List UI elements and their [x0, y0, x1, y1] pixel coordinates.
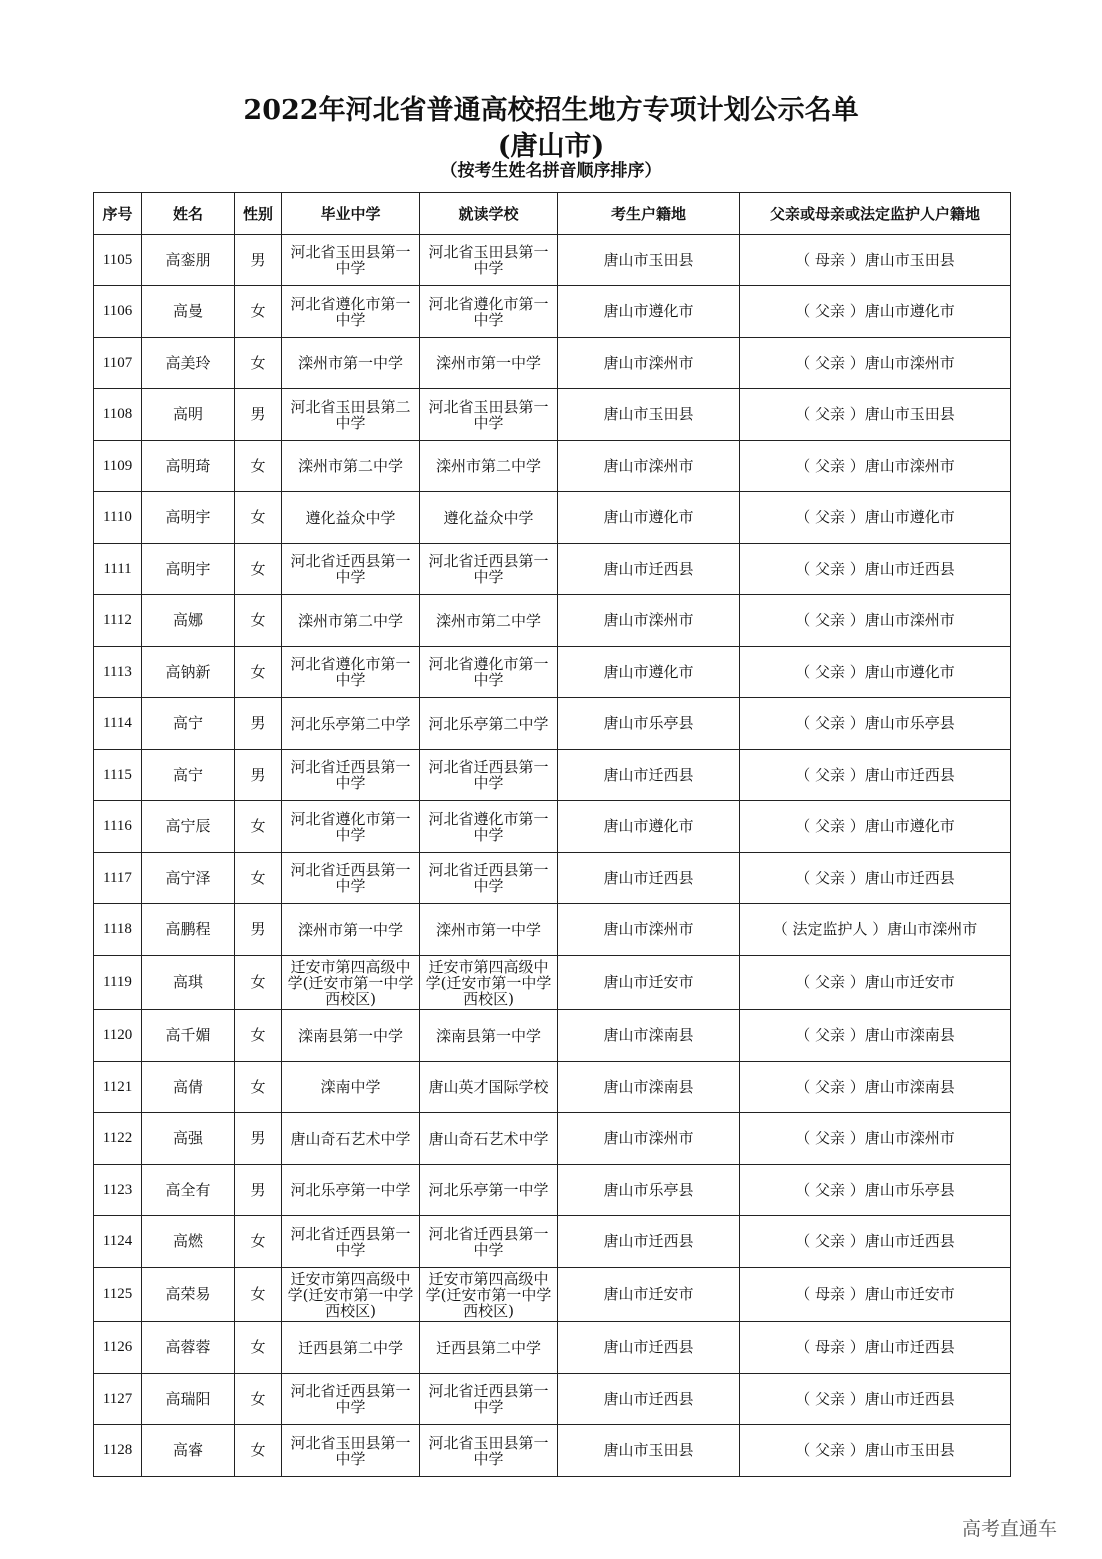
- row-name: 高明琦: [142, 441, 235, 492]
- header-gender: 性别: [235, 193, 282, 235]
- header-current-school: 就读学校: [420, 193, 558, 235]
- row-gender: 女: [235, 853, 282, 904]
- row-residence: 唐山市滦南县: [558, 1010, 740, 1062]
- row-current-school: 滦州市第一中学: [420, 338, 558, 389]
- row-guardian-residence: （ 父亲 ）唐山市遵化市: [740, 286, 1011, 338]
- table-row: [94, 1425, 1011, 1477]
- table-row: [94, 492, 1011, 544]
- row-gender: 男: [235, 750, 282, 801]
- row-current-school: 河北省玉田县第一中学: [420, 235, 558, 286]
- sort-note: （按考生姓名拼音顺序排序）: [440, 161, 662, 181]
- row-name: 高千媚: [142, 1010, 235, 1062]
- row-residence: 唐山市乐亭县: [558, 1165, 740, 1216]
- row-residence: 唐山市迁安市: [558, 956, 740, 1010]
- row-seq: 1123: [94, 1165, 142, 1216]
- row-residence: 唐山市迁西县: [558, 1322, 740, 1374]
- row-guardian-residence: （ 父亲 ）唐山市滦南县: [740, 1062, 1011, 1113]
- row-grad-school: 迁安市第四高级中学(迁安市第一中学西校区): [282, 956, 420, 1010]
- row-current-school: 迁安市第四高级中学(迁安市第一中学西校区): [420, 956, 558, 1010]
- row-grad-school: 河北省迁西县第一中学: [282, 544, 420, 595]
- row-name: 高蓉蓉: [142, 1322, 235, 1374]
- row-guardian-residence: （ 父亲 ）唐山市玉田县: [740, 389, 1011, 441]
- row-current-school: 河北省迁西县第一中学: [420, 1216, 558, 1268]
- table-row: [94, 1374, 1011, 1425]
- row-guardian-residence: （ 父亲 ）唐山市遵化市: [740, 801, 1011, 853]
- row-name: 高荣易: [142, 1268, 235, 1322]
- row-grad-school: 滦州市第二中学: [282, 595, 420, 647]
- row-residence: 唐山市乐亭县: [558, 698, 740, 750]
- row-seq: 1127: [94, 1374, 142, 1425]
- row-grad-school: 河北省遵化市第一中学: [282, 286, 420, 338]
- header-name: 姓名: [142, 193, 235, 235]
- row-gender: 女: [235, 1062, 282, 1113]
- row-seq: 1126: [94, 1322, 142, 1374]
- table-row: [94, 544, 1011, 595]
- row-current-school: 河北省迁西县第一中学: [420, 853, 558, 904]
- table-row: [94, 595, 1011, 647]
- row-residence: 唐山市滦南县: [558, 1062, 740, 1113]
- row-name: 高琪: [142, 956, 235, 1010]
- row-gender: 女: [235, 595, 282, 647]
- row-name: 高瑞阳: [142, 1374, 235, 1425]
- row-current-school: 河北乐亭第一中学: [420, 1165, 558, 1216]
- row-seq: 1122: [94, 1113, 142, 1165]
- row-guardian-residence: （ 父亲 ）唐山市滦州市: [740, 441, 1011, 492]
- row-gender: 女: [235, 1268, 282, 1322]
- row-grad-school: 河北省迁西县第一中学: [282, 750, 420, 801]
- row-grad-school: 河北省迁西县第一中学: [282, 853, 420, 904]
- row-seq: 1128: [94, 1425, 142, 1477]
- row-name: 高燃: [142, 1216, 235, 1268]
- row-grad-school: 河北省迁西县第一中学: [282, 1374, 420, 1425]
- roster-table: [93, 192, 1011, 1477]
- row-gender: 女: [235, 956, 282, 1010]
- row-grad-school: 滦南中学: [282, 1062, 420, 1113]
- row-seq: 1106: [94, 286, 142, 338]
- row-name: 高宁: [142, 750, 235, 801]
- row-gender: 男: [235, 698, 282, 750]
- row-gender: 女: [235, 441, 282, 492]
- row-name: 高銮朋: [142, 235, 235, 286]
- row-current-school: 迁安市第四高级中学(迁安市第一中学西校区): [420, 1268, 558, 1322]
- row-guardian-residence: （ 父亲 ）唐山市迁西县: [740, 853, 1011, 904]
- row-current-school: 滦州市第一中学: [420, 904, 558, 956]
- table-row: [94, 286, 1011, 338]
- row-guardian-residence: （ 母亲 ）唐山市迁西县: [740, 1322, 1011, 1374]
- row-residence: 唐山市滦州市: [558, 595, 740, 647]
- row-guardian-residence: （ 法定监护人 ）唐山市滦州市: [740, 904, 1011, 956]
- row-seq: 1119: [94, 956, 142, 1010]
- row-gender: 男: [235, 235, 282, 286]
- row-name: 高宁泽: [142, 853, 235, 904]
- row-guardian-residence: （ 父亲 ）唐山市乐亭县: [740, 1165, 1011, 1216]
- row-residence: 唐山市滦州市: [558, 1113, 740, 1165]
- row-grad-school: 河北省迁西县第一中学: [282, 1216, 420, 1268]
- row-grad-school: 滦州市第一中学: [282, 904, 420, 956]
- row-seq: 1107: [94, 338, 142, 389]
- table-row: [94, 698, 1011, 750]
- row-residence: 唐山市迁西县: [558, 544, 740, 595]
- row-grad-school: 迁安市第四高级中学(迁安市第一中学西校区): [282, 1268, 420, 1322]
- row-grad-school: 河北省遵化市第一中学: [282, 801, 420, 853]
- row-name: 高钠新: [142, 647, 235, 698]
- row-gender: 男: [235, 1113, 282, 1165]
- row-guardian-residence: （ 母亲 ）唐山市玉田县: [740, 235, 1011, 286]
- row-current-school: 唐山英才国际学校: [420, 1062, 558, 1113]
- row-guardian-residence: （ 父亲 ）唐山市迁西县: [740, 1216, 1011, 1268]
- row-residence: 唐山市玉田县: [558, 235, 740, 286]
- row-seq: 1125: [94, 1268, 142, 1322]
- header-seq: 序号: [94, 193, 142, 235]
- row-guardian-residence: （ 父亲 ）唐山市滦州市: [740, 1113, 1011, 1165]
- row-name: 高明: [142, 389, 235, 441]
- row-residence: 唐山市迁西县: [558, 853, 740, 904]
- row-seq: 1120: [94, 1010, 142, 1062]
- row-seq: 1113: [94, 647, 142, 698]
- table-row: [94, 750, 1011, 801]
- row-residence: 唐山市遵化市: [558, 492, 740, 544]
- row-name: 高倩: [142, 1062, 235, 1113]
- header-grad-school: 毕业中学: [282, 193, 420, 235]
- row-gender: 女: [235, 544, 282, 595]
- row-residence: 唐山市迁安市: [558, 1268, 740, 1322]
- row-residence: 唐山市滦州市: [558, 441, 740, 492]
- row-current-school: 河北省迁西县第一中学: [420, 1374, 558, 1425]
- row-name: 高鹏程: [142, 904, 235, 956]
- row-seq: 1114: [94, 698, 142, 750]
- row-seq: 1118: [94, 904, 142, 956]
- row-gender: 女: [235, 338, 282, 389]
- row-residence: 唐山市遵化市: [558, 647, 740, 698]
- row-residence: 唐山市玉田县: [558, 389, 740, 441]
- row-current-school: 滦州市第二中学: [420, 595, 558, 647]
- row-residence: 唐山市迁西县: [558, 750, 740, 801]
- table-row: [94, 853, 1011, 904]
- header-guardian-residence: 父亲或母亲或法定监护人户籍地: [740, 193, 1011, 235]
- row-name: 高强: [142, 1113, 235, 1165]
- table-row: [94, 801, 1011, 853]
- row-seq: 1109: [94, 441, 142, 492]
- row-seq: 1111: [94, 544, 142, 595]
- row-grad-school: 滦南县第一中学: [282, 1010, 420, 1062]
- row-grad-school: 遵化益众中学: [282, 492, 420, 544]
- row-seq: 1112: [94, 595, 142, 647]
- row-current-school: 滦州市第二中学: [420, 441, 558, 492]
- row-grad-school: 河北乐亭第二中学: [282, 698, 420, 750]
- row-seq: 1117: [94, 853, 142, 904]
- row-grad-school: 唐山奇石艺术中学: [282, 1113, 420, 1165]
- row-current-school: 河北省迁西县第一中学: [420, 544, 558, 595]
- row-name: 高宁: [142, 698, 235, 750]
- table-row: [94, 956, 1011, 1010]
- row-seq: 1121: [94, 1062, 142, 1113]
- row-residence: 唐山市迁西县: [558, 1374, 740, 1425]
- row-current-school: 滦南县第一中学: [420, 1010, 558, 1062]
- row-gender: 女: [235, 492, 282, 544]
- table-row: [94, 389, 1011, 441]
- page-title: 2022年河北省普通高校招生地方专项计划公示名单: [243, 95, 859, 126]
- table-row: [94, 1165, 1011, 1216]
- table-row: [94, 1216, 1011, 1268]
- row-residence: 唐山市遵化市: [558, 801, 740, 853]
- row-current-school: 河北乐亭第二中学: [420, 698, 558, 750]
- row-residence: 唐山市滦州市: [558, 904, 740, 956]
- page-subtitle: (唐山市): [497, 131, 605, 162]
- table-row: [94, 338, 1011, 389]
- row-guardian-residence: （ 父亲 ）唐山市遵化市: [740, 647, 1011, 698]
- row-gender: 男: [235, 389, 282, 441]
- row-name: 高宁辰: [142, 801, 235, 853]
- table-header-row: [94, 193, 1011, 235]
- row-current-school: 河北省玉田县第一中学: [420, 389, 558, 441]
- row-current-school: 迁西县第二中学: [420, 1322, 558, 1374]
- row-guardian-residence: （ 父亲 ）唐山市遵化市: [740, 492, 1011, 544]
- table-row: [94, 1268, 1011, 1322]
- row-current-school: 河北省迁西县第一中学: [420, 750, 558, 801]
- row-seq: 1108: [94, 389, 142, 441]
- row-gender: 女: [235, 1322, 282, 1374]
- row-grad-school: 河北省玉田县第二中学: [282, 389, 420, 441]
- row-grad-school: 河北乐亭第一中学: [282, 1165, 420, 1216]
- row-gender: 女: [235, 647, 282, 698]
- row-grad-school: 河北省玉田县第一中学: [282, 235, 420, 286]
- row-current-school: 河北省遵化市第一中学: [420, 286, 558, 338]
- table-row: [94, 1010, 1011, 1062]
- row-gender: 女: [235, 286, 282, 338]
- row-residence: 唐山市遵化市: [558, 286, 740, 338]
- row-gender: 女: [235, 1374, 282, 1425]
- row-residence: 唐山市迁西县: [558, 1216, 740, 1268]
- row-guardian-residence: （ 母亲 ）唐山市迁安市: [740, 1268, 1011, 1322]
- row-guardian-residence: （ 父亲 ）唐山市乐亭县: [740, 698, 1011, 750]
- row-seq: 1110: [94, 492, 142, 544]
- row-seq: 1116: [94, 801, 142, 853]
- row-grad-school: 河北省遵化市第一中学: [282, 647, 420, 698]
- row-name: 高睿: [142, 1425, 235, 1477]
- row-grad-school: 迁西县第二中学: [282, 1322, 420, 1374]
- row-grad-school: 河北省玉田县第一中学: [282, 1425, 420, 1477]
- row-gender: 女: [235, 1216, 282, 1268]
- row-name: 高娜: [142, 595, 235, 647]
- row-guardian-residence: （ 父亲 ）唐山市迁西县: [740, 1374, 1011, 1425]
- row-grad-school: 滦州市第二中学: [282, 441, 420, 492]
- row-guardian-residence: （ 父亲 ）唐山市滦州市: [740, 595, 1011, 647]
- row-name: 高曼: [142, 286, 235, 338]
- row-guardian-residence: （ 父亲 ）唐山市迁西县: [740, 544, 1011, 595]
- header-residence: 考生户籍地: [558, 193, 740, 235]
- watermark: 高考直通车: [962, 1518, 1058, 1540]
- row-guardian-residence: （ 父亲 ）唐山市迁西县: [740, 750, 1011, 801]
- row-current-school: 河北省遵化市第一中学: [420, 801, 558, 853]
- table-row: [94, 904, 1011, 956]
- table-row: [94, 1062, 1011, 1113]
- row-seq: 1124: [94, 1216, 142, 1268]
- row-residence: 唐山市滦州市: [558, 338, 740, 389]
- row-gender: 女: [235, 1010, 282, 1062]
- row-gender: 女: [235, 801, 282, 853]
- row-current-school: 河北省遵化市第一中学: [420, 647, 558, 698]
- row-current-school: 唐山奇石艺术中学: [420, 1113, 558, 1165]
- row-seq: 1105: [94, 235, 142, 286]
- row-current-school: 遵化益众中学: [420, 492, 558, 544]
- row-current-school: 河北省玉田县第一中学: [420, 1425, 558, 1477]
- row-guardian-residence: （ 父亲 ）唐山市滦南县: [740, 1010, 1011, 1062]
- row-grad-school: 滦州市第一中学: [282, 338, 420, 389]
- table-row: [94, 235, 1011, 286]
- table-row: [94, 441, 1011, 492]
- row-guardian-residence: （ 父亲 ）唐山市迁安市: [740, 956, 1011, 1010]
- row-gender: 男: [235, 904, 282, 956]
- table-row: [94, 1322, 1011, 1374]
- row-seq: 1115: [94, 750, 142, 801]
- row-name: 高明宇: [142, 544, 235, 595]
- row-guardian-residence: （ 父亲 ）唐山市滦州市: [740, 338, 1011, 389]
- row-name: 高美玲: [142, 338, 235, 389]
- row-name: 高明宇: [142, 492, 235, 544]
- row-name: 高全有: [142, 1165, 235, 1216]
- table-row: [94, 1113, 1011, 1165]
- table-row: [94, 647, 1011, 698]
- row-gender: 女: [235, 1425, 282, 1477]
- row-residence: 唐山市玉田县: [558, 1425, 740, 1477]
- row-gender: 男: [235, 1165, 282, 1216]
- row-guardian-residence: （ 父亲 ）唐山市玉田县: [740, 1425, 1011, 1477]
